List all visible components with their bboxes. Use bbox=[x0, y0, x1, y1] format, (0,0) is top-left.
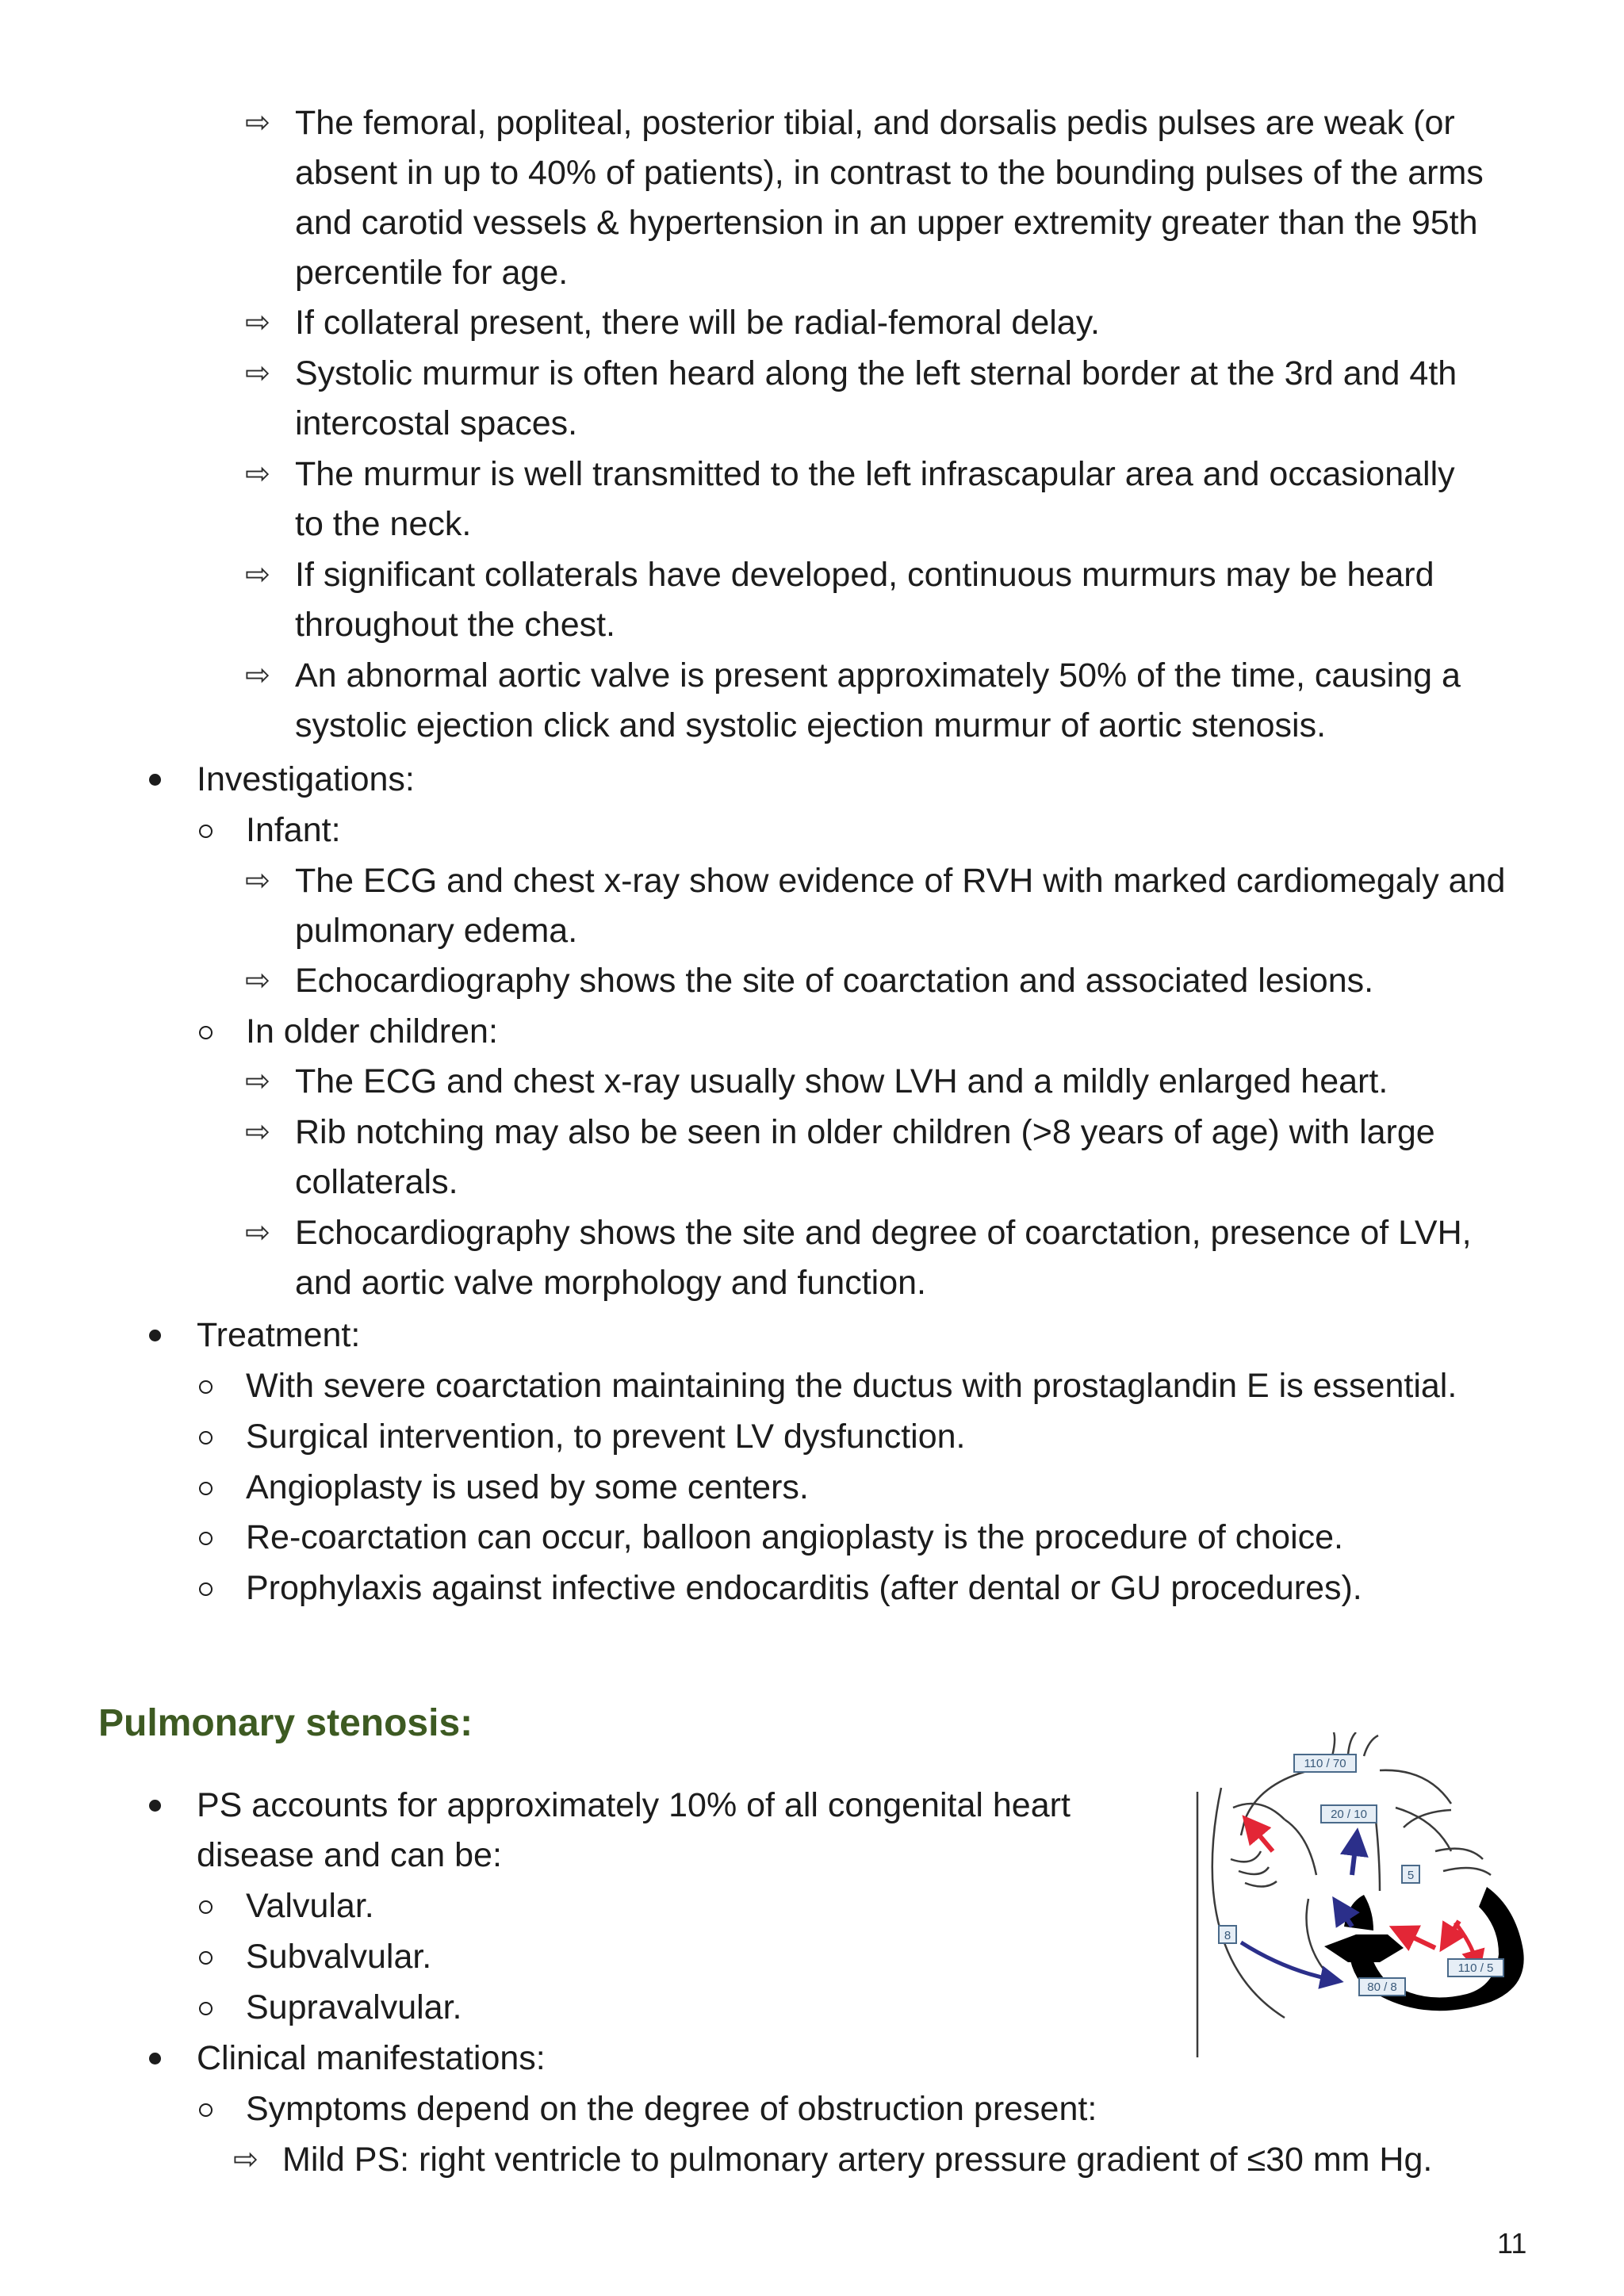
text-line: and aortic valve morphology and function. bbox=[295, 1264, 926, 1302]
circle-bullet-icon bbox=[199, 825, 213, 838]
text-line: to the neck. bbox=[295, 505, 472, 543]
pressure-label bbox=[1402, 1866, 1419, 1883]
treatment-label: Treatment: bbox=[197, 1316, 361, 1354]
list-item: Supravalvular. bbox=[246, 1988, 462, 2026]
investigations-label: Investigations: bbox=[197, 760, 415, 798]
text-line: The ECG and chest x-ray usually show LVH and a mildly enlarged heart. bbox=[295, 1062, 1388, 1100]
pressure-label bbox=[1448, 1959, 1503, 1976]
list-item: Re-coarctation can occur, balloon angioplasty is the procedure of choice. bbox=[246, 1518, 1343, 1556]
arrow-bullet-icon: ⇨ bbox=[245, 659, 270, 692]
text-line: The femoral, popliteal, posterior tibial, and dorsalis pedis pulses are weak (or bbox=[295, 104, 1455, 142]
circle-bullet-icon bbox=[199, 1380, 213, 1394]
red-arrow bbox=[1251, 1826, 1273, 1851]
text-line: throughout the chest. bbox=[295, 606, 616, 644]
blue-arrow bbox=[1352, 1842, 1356, 1875]
text-line: and carotid vessels & hypertension in an upper extremity greater than the 95th bbox=[295, 204, 1478, 242]
text-line: Systolic murmur is often heard along the left sternal border at the 3rd and 4th bbox=[295, 354, 1457, 392]
text-line: disease and can be: bbox=[197, 1836, 502, 1874]
circle-bullet-icon bbox=[199, 1026, 213, 1039]
label-text: 80 / 8 bbox=[1367, 1980, 1397, 1994]
bullet-icon bbox=[149, 2053, 161, 2064]
text-line: intercostal spaces. bbox=[295, 404, 578, 442]
list-item: Angioplasty is used by some centers. bbox=[246, 1468, 809, 1506]
pressure-label bbox=[1359, 1978, 1405, 1996]
arrow-bullet-icon: ⇨ bbox=[233, 2143, 259, 2176]
red-arrow bbox=[1455, 1923, 1477, 1962]
text-line: PS accounts for approximately 10% of all congenital heart bbox=[197, 1786, 1071, 1824]
list-item: Prophylaxis against infective endocarditis (after dental or GU procedures). bbox=[246, 1569, 1362, 1607]
text-line: Mild PS: right ventricle to pulmonary artery pressure gradient of ≤30 mm Hg. bbox=[282, 2141, 1433, 2179]
circle-bullet-icon bbox=[199, 1532, 213, 1545]
arrow-bullet-icon: ⇨ bbox=[245, 964, 270, 997]
pressure-label bbox=[1321, 1805, 1377, 1823]
text-line: The ECG and chest x-ray show evidence of RVH with marked cardiomegaly and bbox=[295, 862, 1506, 900]
list-item: With severe coarctation maintaining the ductus with prostaglandin E is essential. bbox=[246, 1367, 1457, 1405]
section-heading: Pulmonary stenosis: bbox=[98, 1702, 473, 1744]
text-line: systolic ejection click and systolic ejection murmur of aortic stenosis. bbox=[295, 706, 1327, 744]
older-children-label: In older children: bbox=[246, 1012, 498, 1050]
text-line: Rib notching may also be seen in older children (>8 years of age) with large bbox=[295, 1113, 1435, 1151]
text-line: Echocardiography shows the site and degree of coarctation, presence of LVH, bbox=[295, 1214, 1472, 1252]
page-number: 11 bbox=[1497, 2227, 1527, 2260]
text-line: collaterals. bbox=[295, 1163, 458, 1201]
circle-bullet-icon bbox=[199, 1900, 213, 1914]
list-item: Subvalvular. bbox=[246, 1938, 432, 1976]
arrow-bullet-icon: ⇨ bbox=[245, 457, 270, 491]
infant-label: Infant: bbox=[246, 811, 341, 849]
arrow-bullet-icon: ⇨ bbox=[245, 106, 270, 140]
label-text: 5 bbox=[1407, 1869, 1415, 1882]
list-item: Valvular. bbox=[246, 1887, 374, 1925]
text-line: absent in up to 40% of patients), in contrast to the bounding pulses of the arms bbox=[295, 154, 1484, 192]
heart-diagram bbox=[1166, 1732, 1546, 2065]
circle-bullet-icon bbox=[199, 1482, 213, 1495]
circle-bullet-icon bbox=[199, 2002, 213, 2015]
arrow-bullet-icon: ⇨ bbox=[245, 1115, 270, 1149]
arrow-bullet-icon: ⇨ bbox=[245, 357, 270, 390]
label-text: 110 / 70 bbox=[1304, 1757, 1346, 1770]
pressure-label bbox=[1294, 1755, 1356, 1772]
arrow-bullet-icon: ⇨ bbox=[245, 558, 270, 591]
clinical-label: Clinical manifestations: bbox=[197, 2039, 546, 2077]
text-line: An abnormal aortic valve is present approximately 50% of the time, causing a bbox=[295, 656, 1461, 695]
bullet-icon bbox=[149, 1330, 161, 1341]
label-text: 20 / 10 bbox=[1331, 1808, 1367, 1821]
septum bbox=[1324, 1934, 1404, 1962]
text-line: Symptoms depend on the degree of obstruction present: bbox=[246, 2090, 1097, 2128]
circle-bullet-icon bbox=[199, 1582, 213, 1596]
text-line: Echocardiography shows the site of coarctation and associated lesions. bbox=[295, 962, 1374, 1000]
arrow-bullet-icon: ⇨ bbox=[245, 306, 270, 339]
bullet-icon bbox=[149, 774, 161, 786]
arrow-bullet-icon: ⇨ bbox=[245, 1065, 270, 1098]
arrow-bullet-icon: ⇨ bbox=[245, 1216, 270, 1249]
circle-bullet-icon bbox=[199, 1951, 213, 1965]
text-line: percentile for age. bbox=[295, 254, 569, 292]
text-line: pulmonary edema. bbox=[295, 912, 578, 950]
red-arrow bbox=[1402, 1932, 1435, 1948]
label-text: 110 / 5 bbox=[1457, 1961, 1494, 1975]
text-line: If significant collaterals have developed, continuous murmurs may be heard bbox=[295, 556, 1434, 594]
text-line: If collateral present, there will be radial-femoral delay. bbox=[295, 304, 1100, 342]
text-line: The murmur is well transmitted to the left infrascapular area and occasionally bbox=[295, 455, 1455, 493]
list-item: Surgical intervention, to prevent LV dysfunction. bbox=[246, 1418, 966, 1456]
arrow-bullet-icon: ⇨ bbox=[245, 864, 270, 897]
circle-bullet-icon bbox=[199, 2103, 213, 2117]
label-text: 8 bbox=[1224, 1929, 1231, 1942]
bullet-icon bbox=[149, 1800, 161, 1812]
circle-bullet-icon bbox=[199, 1431, 213, 1445]
pressure-label bbox=[1219, 1926, 1236, 1943]
